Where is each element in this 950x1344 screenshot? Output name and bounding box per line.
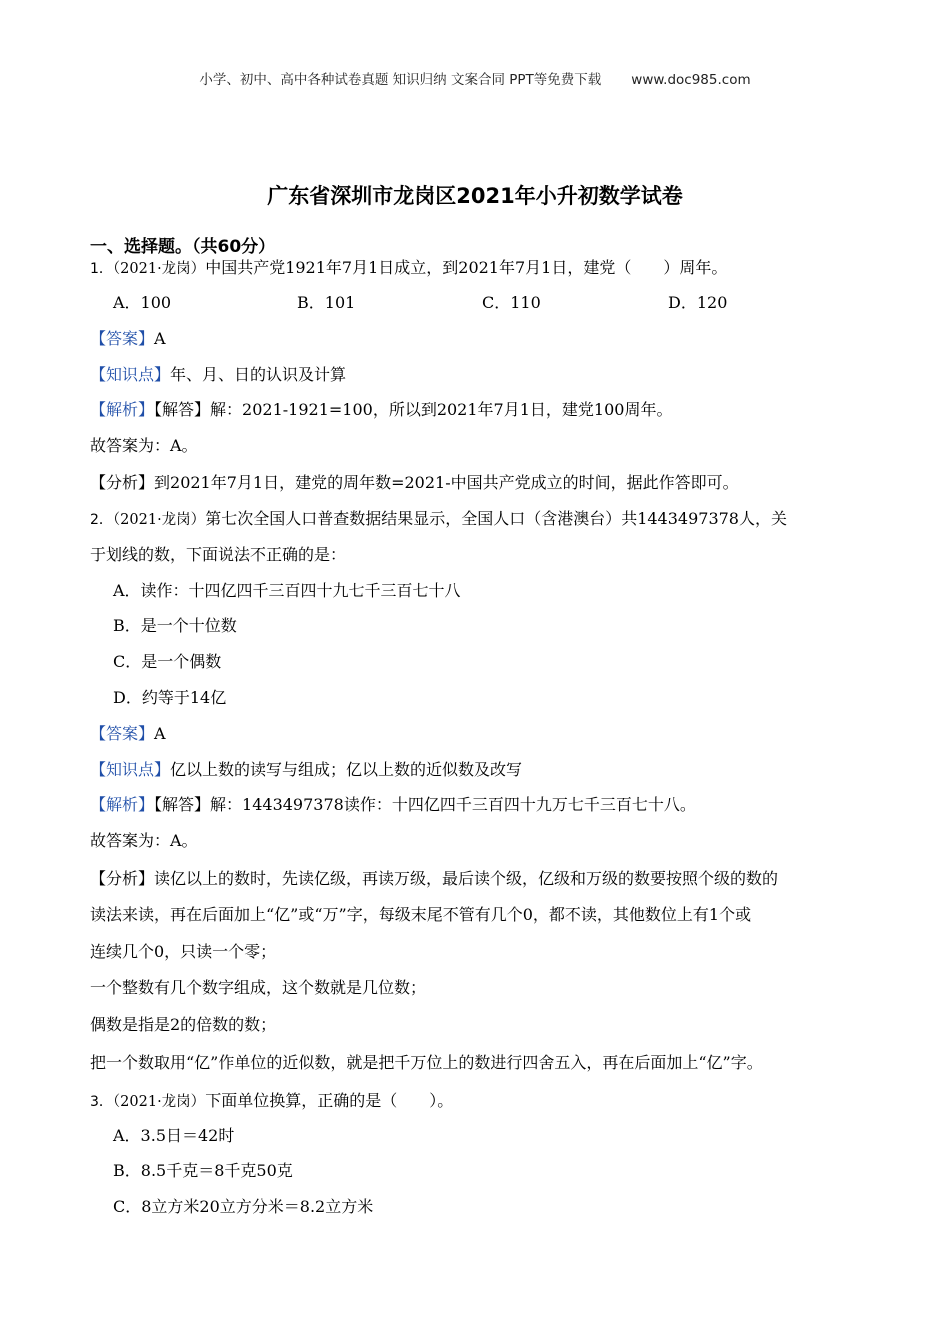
q2-option-c: C．是一个偶数	[113, 652, 222, 671]
q2-solution-text: 解：1443497378读作：十四亿四千三百四十九万七千三百七十八。	[210, 795, 696, 814]
q1-option-a: A．100	[113, 293, 172, 312]
q3-text: 下面单位换算，正确的是（ ）。	[205, 1091, 454, 1110]
solution-label: 【解答】	[154, 795, 211, 814]
q2-text-line1: 第七次全国人口普查数据结果显示，全国人口（含港澳台）共1443497378人，关	[205, 509, 787, 528]
q1-analysis	[90, 399, 672, 421]
q2-analysis	[90, 794, 696, 816]
q2-source: （2021·龙岗）	[112, 512, 206, 528]
q1-fenxi	[90, 472, 739, 494]
solution-label: 【解答】	[154, 400, 211, 419]
section-heading: 一、选择题。（共60分）	[90, 237, 276, 257]
q1-knowledge	[90, 364, 346, 386]
q2-text-line2: 于划线的数，下面说法不正确的是：	[90, 545, 347, 564]
page-header	[0, 68, 950, 88]
q2-fenxi-line5: 偶数是指是2的倍数的数；	[90, 1015, 277, 1034]
q1-knowledge-text: 年、月、日的认识及计算	[170, 365, 347, 384]
q2-fenxi	[90, 868, 778, 890]
q1-number: 1．	[90, 261, 113, 277]
q2-option-d: D．约等于14亿	[113, 688, 227, 707]
answer-label: 【答案】	[90, 329, 155, 348]
q3-option-b: B．8.5千克＝8千克50克	[113, 1161, 293, 1180]
q1-option-c: C．110	[482, 293, 541, 312]
fenxi-label: 【分析】	[90, 869, 155, 888]
q3-option-a: A．3.5日＝42时	[113, 1126, 235, 1145]
q1-answer	[90, 328, 166, 350]
knowledge-label: 【知识点】	[90, 760, 171, 779]
q1-conclusion: 故答案为：A。	[90, 436, 198, 455]
knowledge-label: 【知识点】	[90, 365, 171, 384]
q2-knowledge	[90, 759, 522, 781]
q2-conclusion: 故答案为：A。	[90, 831, 198, 850]
header-text: 小学、初中、高中各种试卷真题 知识归纳 文案合同 PPT等免费下载	[199, 72, 602, 88]
q2-answer-value: A	[154, 724, 166, 743]
q1-text: 中国共产党1921年7月1日成立，到2021年7月1日，建党（ ）周年。	[205, 258, 728, 277]
q2-stem	[90, 508, 787, 531]
fenxi-label: 【分析】	[90, 473, 155, 492]
q2-fenxi-line6: 把一个数取用“亿”作单位的近似数，就是把千万位上的数进行四舍五入，再在后面加上“亿”字。	[90, 1053, 763, 1072]
exam-title: 广东省深圳市龙岗区2021年小升初数学试卷	[267, 184, 683, 208]
q2-answer	[90, 723, 166, 745]
q2-fenxi-line1: 读亿以上的数时，先读亿级，再读万级，最后读个级，亿级和万级的数要按照个级的数的	[154, 869, 779, 888]
q1-source: （2021·龙岗）	[112, 261, 206, 277]
q1-fenxi-text: 到2021年7月1日，建党的周年数=2021-中国共产党成立的时间，据此作答即可。	[154, 473, 739, 492]
analysis-label: 【解析】	[90, 795, 155, 814]
q3-number: 3．	[90, 1094, 113, 1110]
q2-option-b: B．是一个十位数	[113, 616, 237, 635]
q1-answer-value: A	[154, 329, 166, 348]
header-site-link[interactable]: www.doc985.com	[631, 72, 751, 88]
q3-source: （2021·龙岗）	[112, 1094, 206, 1110]
q1-stem	[90, 257, 727, 280]
q2-fenxi-line4: 一个整数有几个数字组成，这个数就是几位数；	[90, 978, 427, 997]
q2-fenxi-line2: 读法来读，再在后面加上“亿”或“万”字，每级末尾不管有几个0，都不读，其他数位上有1个或	[90, 905, 752, 924]
q2-option-a: A．读作：十四亿四千三百四十九七千三百七十八	[113, 581, 461, 600]
q2-number: 2．	[90, 512, 113, 528]
q1-option-d: D．120	[668, 293, 728, 312]
analysis-label: 【解析】	[90, 400, 155, 419]
answer-label: 【答案】	[90, 724, 155, 743]
q1-option-b: B．101	[297, 293, 356, 312]
q2-fenxi-line3: 连续几个0，只读一个零；	[90, 942, 277, 961]
q2-knowledge-text: 亿以上数的读写与组成；亿以上数的近似数及改写	[170, 760, 523, 779]
q3-stem	[90, 1090, 453, 1113]
q3-option-c: C．8立方米20立方分米＝8.2立方米	[113, 1197, 374, 1216]
q1-solution-text: 解：2021-1921=100，所以到2021年7月1日，建党100周年。	[210, 400, 673, 419]
